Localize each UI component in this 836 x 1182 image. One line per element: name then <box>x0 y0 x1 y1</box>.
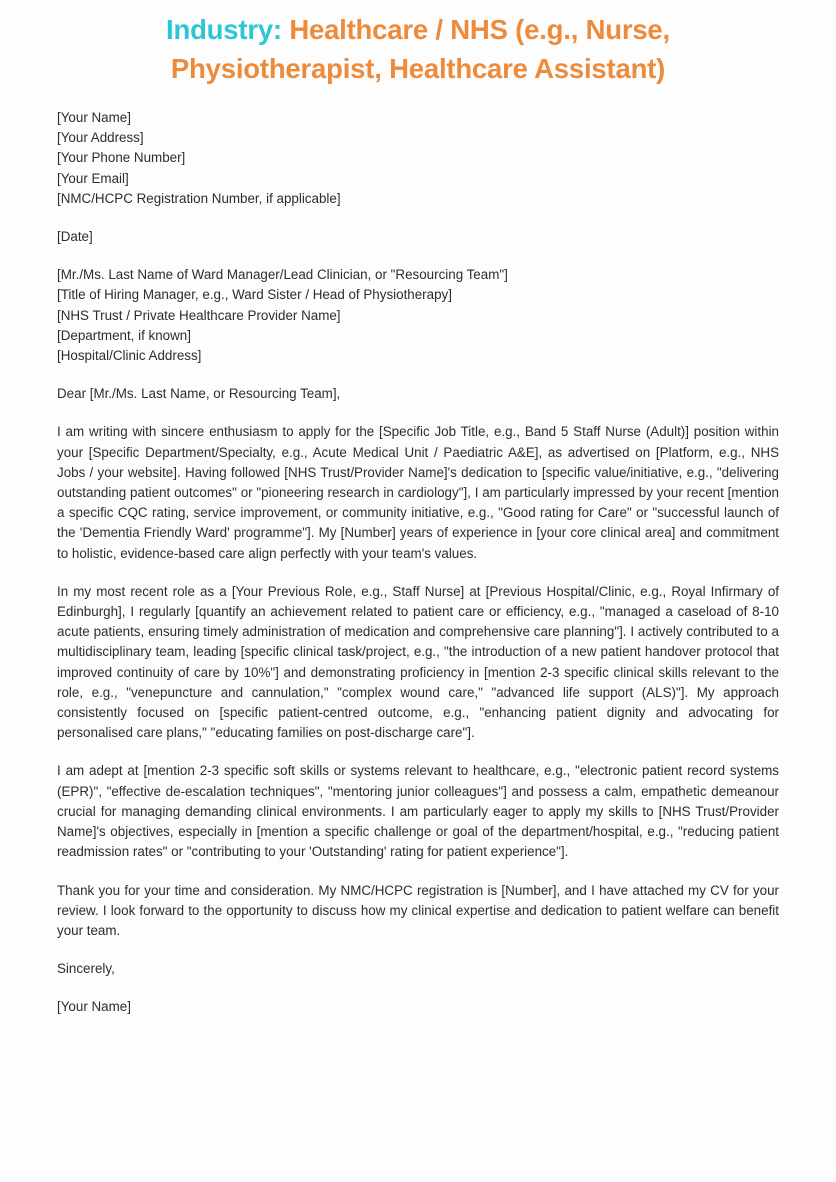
sender-address-block <box>57 108 779 209</box>
closing-salutation: Sincerely, <box>57 961 115 977</box>
date-block <box>57 227 779 247</box>
signature-name: [Your Name] <box>57 999 131 1015</box>
page-title-prefix: Industry: <box>166 14 282 45</box>
sender-line: [Your Phone Number] <box>57 150 186 166</box>
body-paragraph-3: I am adept at [mention 2-3 specific soft skills or systems relevant to healthcare, e.g., "electronic patient record systems (EPR)", "effective de-escalation techniques", "mentoring junior colleagues"] and possess a calm, empathetic demeanour crucial for managing demanding clinical environments. I am particularly eager to apply my skills to [NHS Trust/Provider Name]'s objectives, especially in [mention a specific challenge or goal of the department/hospital, e.g., "reducing patient readmission rates" or "contributing to your 'Outstanding' rating for patient experience"]. <box>57 763 779 860</box>
sender-line: [Your Email] <box>57 170 129 186</box>
recipient-address-block <box>57 265 779 366</box>
salutation: Dear [Mr./Ms. Last Name, or Resourcing Team], <box>57 386 341 402</box>
body-paragraph-4: Thank you for your time and consideration. My NMC/HCPC registration is [Number], and I have attached my CV for your review. I look forward to the opportunity to discuss how my clinical expertise and dedication to patient welfare can benefit your team. <box>57 882 779 938</box>
sender-line: [Your Address] <box>57 130 144 146</box>
page-title <box>0 0 836 88</box>
recipient-line: [Hospital/Clinic Address] <box>57 348 202 364</box>
sender-line: [NMC/HCPC Registration Number, if applicable] <box>57 190 341 206</box>
letter-body <box>57 108 779 1018</box>
sender-line: [Your Name] <box>57 110 131 125</box>
recipient-line: [Mr./Ms. Last Name of Ward Manager/Lead Clinician, or "Resourcing Team"] <box>57 267 508 283</box>
recipient-line: [Department, if known] <box>57 327 191 343</box>
body-paragraph-2: In my most recent role as a [Your Previous Role, e.g., Staff Nurse] at [Previous Hospital/Clinic, e.g., Royal Infirmary of Edinburgh], I regularly [quantify an achievement related to patient care or efficiency, e.g., "managed a caseload of 8-10 acute patients, ensuring timely administration of medication and comprehensive care planning"]. I actively contributed to a multidisciplinary team, leading [specific clinical task/project, e.g., "the introduction of a new patient handover protocol that improved continuity of care by 10%"] and demonstrating proficiency in [mention 2-3 specific clinical skills relevant to the role, e.g., "venepuncture and cannulation," "complex wound care," "advanced life support (ALS)"]. My approach consistently focused on [specific patient-centred outcome, e.g., "enhancing patient dignity and advocating for personalised care plans," "educating families on post-discharge care"]. <box>57 583 779 741</box>
recipient-line: [Title of Hiring Manager, e.g., Ward Sister / Head of Physiotherapy] <box>57 287 452 303</box>
date-line: [Date] <box>57 229 93 245</box>
body-paragraph-1: I am writing with sincere enthusiasm to apply for the [Specific Job Title, e.g., Band 5 Staff Nurse (Adult)] position within your [Specific Department/Specialty, e.g., Acute Medical Unit / Paediatric A&E], as advertised on [Platform, e.g., NHS Jobs / your website]. Having followed [NHS Trust/Provider Name]'s dedication to [specific value/initiative, e.g., "delivering outstanding patient outcomes" or "pioneering research in cardiology"], I am particularly impressed by your recent [mention a specific CQC rating, service improvement, or community initiative, e.g., "Good rating for Care" or "successful launch of the 'Dementia Friendly Ward' programme"]. My [Number] years of experience in [your core clinical area] and commitment to holistic, evidence-based care align perfectly with your team's values. <box>57 424 779 561</box>
recipient-line: [NHS Trust / Private Healthcare Provider Name] <box>57 307 341 323</box>
page-title-rest: Healthcare / NHS (e.g., Nurse, Physiotherapist, Healthcare Assistant) <box>170 14 670 84</box>
